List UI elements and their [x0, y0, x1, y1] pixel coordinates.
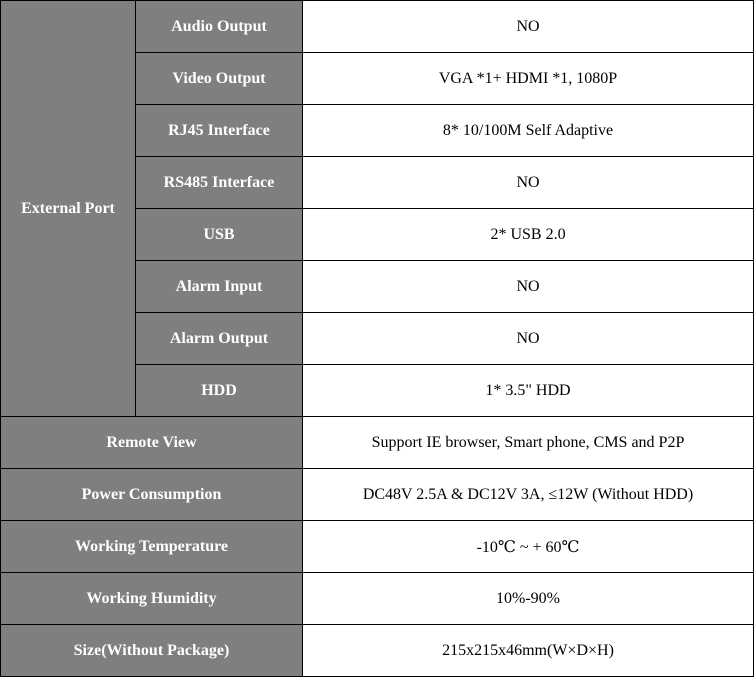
- table-row: [1, 469, 754, 521]
- row-value: 215x215x46mm(W×D×H): [303, 625, 754, 677]
- row-value: -10℃ ~ + 60℃: [303, 521, 754, 573]
- row-value: 10%-90%: [303, 573, 754, 625]
- table-row: [1, 625, 754, 677]
- table-row: [1, 573, 754, 625]
- row-label: Power Consumption: [1, 469, 303, 521]
- row-label: Audio Output: [136, 1, 303, 53]
- external-port-label: External Port: [1, 1, 136, 417]
- row-label: RS485 Interface: [136, 157, 303, 209]
- row-value: NO: [303, 157, 754, 209]
- row-value: 1* 3.5" HDD: [303, 365, 754, 417]
- row-label: Size(Without Package): [1, 625, 303, 677]
- row-value: NO: [303, 1, 754, 53]
- row-label: Working Temperature: [1, 521, 303, 573]
- table-row: [1, 417, 754, 469]
- row-label: USB: [136, 209, 303, 261]
- row-label: Alarm Input: [136, 261, 303, 313]
- row-label: HDD: [136, 365, 303, 417]
- row-value: VGA *1+ HDMI *1, 1080P: [303, 53, 754, 105]
- row-label: Video Output: [136, 53, 303, 105]
- row-value: DC48V 2.5A & DC12V 3A, ≤12W (Without HDD): [303, 469, 754, 521]
- row-label: Working Humidity: [1, 573, 303, 625]
- row-value: NO: [303, 261, 754, 313]
- row-value: Support IE browser, Smart phone, CMS and P2P: [303, 417, 754, 469]
- row-value: 2* USB 2.0: [303, 209, 754, 261]
- table-row: [1, 521, 754, 573]
- row-label: RJ45 Interface: [136, 105, 303, 157]
- row-label: Remote View: [1, 417, 303, 469]
- row-value: NO: [303, 313, 754, 365]
- table-row: [1, 1, 754, 53]
- row-label: Alarm Output: [136, 313, 303, 365]
- row-value: 8* 10/100M Self Adaptive: [303, 105, 754, 157]
